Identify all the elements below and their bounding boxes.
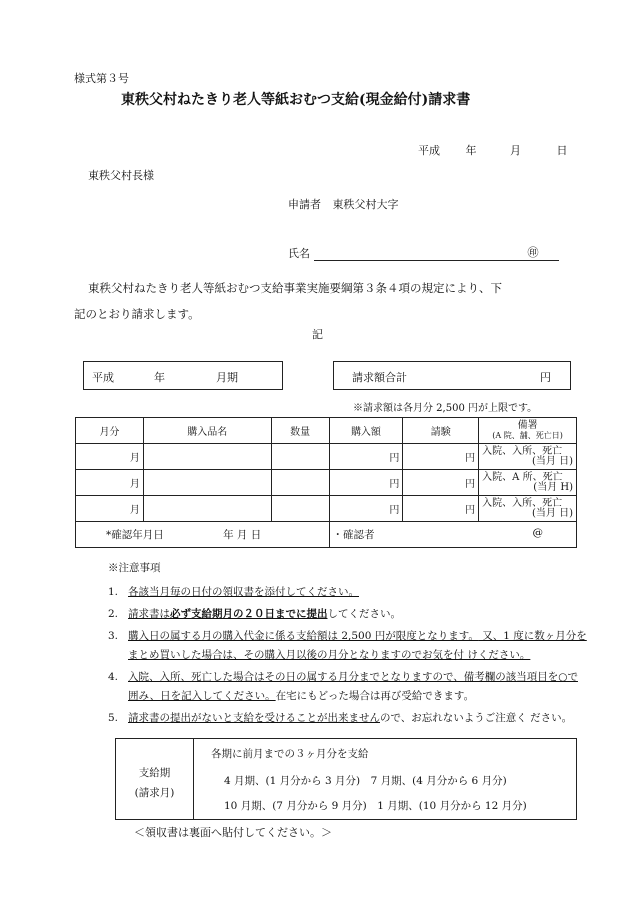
col-remarks [479,418,577,444]
note-number: 4. [108,671,119,683]
row-remarks-1: 入院、A 所、死亡 [482,471,563,483]
notes-heading: ※注意事項 [108,562,161,574]
note-text: してください。 [327,608,401,620]
confirm-date-ymd: 年 月 日 [223,529,262,541]
table-row [76,470,577,496]
row-remarks[interactable] [479,470,577,496]
confirmer-cell[interactable] [329,522,576,548]
confirmer-label: ・確認者 [332,529,375,541]
ki-label: 記 [312,328,323,341]
seal-mark: ㊞ [527,246,539,259]
row-remarks-2: (当月 日) [532,507,573,519]
note-text: 各該当月毎の日付の領収書を添付してください。 [128,586,359,598]
col-month: 月分 [76,418,144,444]
row-claim[interactable]: 円 [403,496,479,522]
payment-period-line1: 4 月期、(1 月分から 3 月分) 7 月期、(4 月分から 6 月分) [224,775,507,787]
note-text: 在宅にもどった場合は再び受給できます。 [275,690,475,702]
row-remarks-1: 入院、入所、死亡 [482,445,563,457]
row-claim[interactable]: 円 [403,470,479,496]
note-item [108,627,588,665]
applicant-label: 申請者 [288,198,321,211]
name-underline[interactable] [314,244,559,261]
row-amount[interactable]: 円 [329,470,403,496]
payment-period-label-sub: (請求月) [134,787,175,799]
row-remarks-2: (当月 日) [532,455,573,467]
row-qty[interactable] [271,444,329,470]
note-number: 2. [108,608,119,620]
row-claim[interactable]: 円 [403,444,479,470]
col-remarks-label: 備署 [517,419,538,431]
notes-list [108,583,588,731]
date-day: 日 [556,144,568,157]
note-number: 5. [108,712,119,724]
period-box[interactable] [83,361,283,390]
purchase-table [75,417,577,548]
col-qty: 数量 [271,418,329,444]
addressee: 東秩父村長様 [88,169,154,182]
footer-note: ＜領収書は裏面へ貼付してください。＞ [134,826,332,839]
total-label: 請求額合計 [352,371,407,384]
confirm-date-label: *確認年月日 [106,529,164,541]
name-line [288,244,559,261]
note-text: 請求書の提出がないと支給を受けることが出来ません [128,712,380,724]
payment-period-line2: 10 月期、(7 月分から 9 月分) 1 月期、(10 月分から 12 月分) [224,800,527,812]
row-remarks[interactable] [479,496,577,522]
row-item[interactable] [143,470,271,496]
body-text-line1: 東秩父村ねたきり老人等紙おむつ支給事業実施要綱第３条４項の規定により、下 [88,281,502,295]
payment-period-label: 支給期 [138,767,171,779]
confirm-date-cell[interactable] [76,522,330,548]
total-box[interactable] [333,361,571,390]
col-remarks-sub: (A 院、舗、死亡日) [492,430,563,440]
limit-note: ※請求額は各月分 2,500 円が上限です。 [353,403,538,414]
row-amount[interactable]: 円 [329,496,403,522]
applicant-address: 東秩父村大字 [332,198,399,211]
row-qty[interactable] [271,470,329,496]
row-amount[interactable]: 円 [329,444,403,470]
table-row [76,496,577,522]
period-term: 月期 [216,371,238,384]
note-item [108,583,588,602]
confirmer-seal: @ [532,527,543,539]
date-era: 平成 [418,144,440,157]
note-number: 3. [108,630,119,642]
row-month[interactable]: 月 [76,444,144,470]
date-year: 年 [465,144,477,157]
row-month[interactable]: 月 [76,470,144,496]
payment-period-intro: 各期に前月までの３ヶ月分を支給 [211,748,369,760]
col-item: 購入品名 [143,418,271,444]
body-text-line2: 記のとおり請求します。 [74,307,200,321]
name-label: 氏名 [288,247,310,260]
period-era: 平成 [92,371,114,384]
applicant-line [288,196,399,212]
date-month: 月 [510,144,521,157]
note-item [108,668,588,706]
row-qty[interactable] [271,496,329,522]
date-line [418,142,568,158]
note-text-emphasis: 必ず支給期月の２０日までに提出 [170,608,328,620]
payment-period-label-cell [116,739,194,819]
table-row [76,444,577,470]
col-amount: 購入額 [329,418,403,444]
period-year: 年 [154,371,165,384]
row-remarks-1: 入院、入所、死亡 [482,497,563,509]
row-remarks[interactable] [479,444,577,470]
table-header-row [76,418,577,444]
note-text: ので、お忘れないようご注意く ださい。 [380,712,573,724]
note-text: 入院、入所、死亡した場合はその日の属する月分までとなりますので、備考欄の該当項目を○で囲み、日を記入してください。 [128,671,578,702]
page-title: 東秩父村ねたきり老人等紙おむつ支給(現金給付)請求書 [121,92,471,108]
total-unit: 円 [540,371,551,384]
note-text: 又、1 度に数ヶ月分をまとめ買いした場合は、その購入月以後の月分となりますのでお気を付 けください。 [128,630,587,661]
row-item[interactable] [143,444,271,470]
payment-period-box [115,738,577,820]
row-month[interactable]: 月 [76,496,144,522]
row-item[interactable] [143,496,271,522]
confirm-row [76,522,577,548]
form-number: 様式第３号 [74,72,129,85]
note-item [108,605,588,624]
col-claim: 請験 [403,418,479,444]
note-text: 請求書は [128,608,170,620]
note-number: 1. [108,586,119,598]
note-text: 購入日の属する月の購入代金に係る支給額は 2,500 円が限度となります。 [128,630,479,642]
note-item [108,709,588,728]
row-remarks-2: (当月 H) [533,481,573,493]
